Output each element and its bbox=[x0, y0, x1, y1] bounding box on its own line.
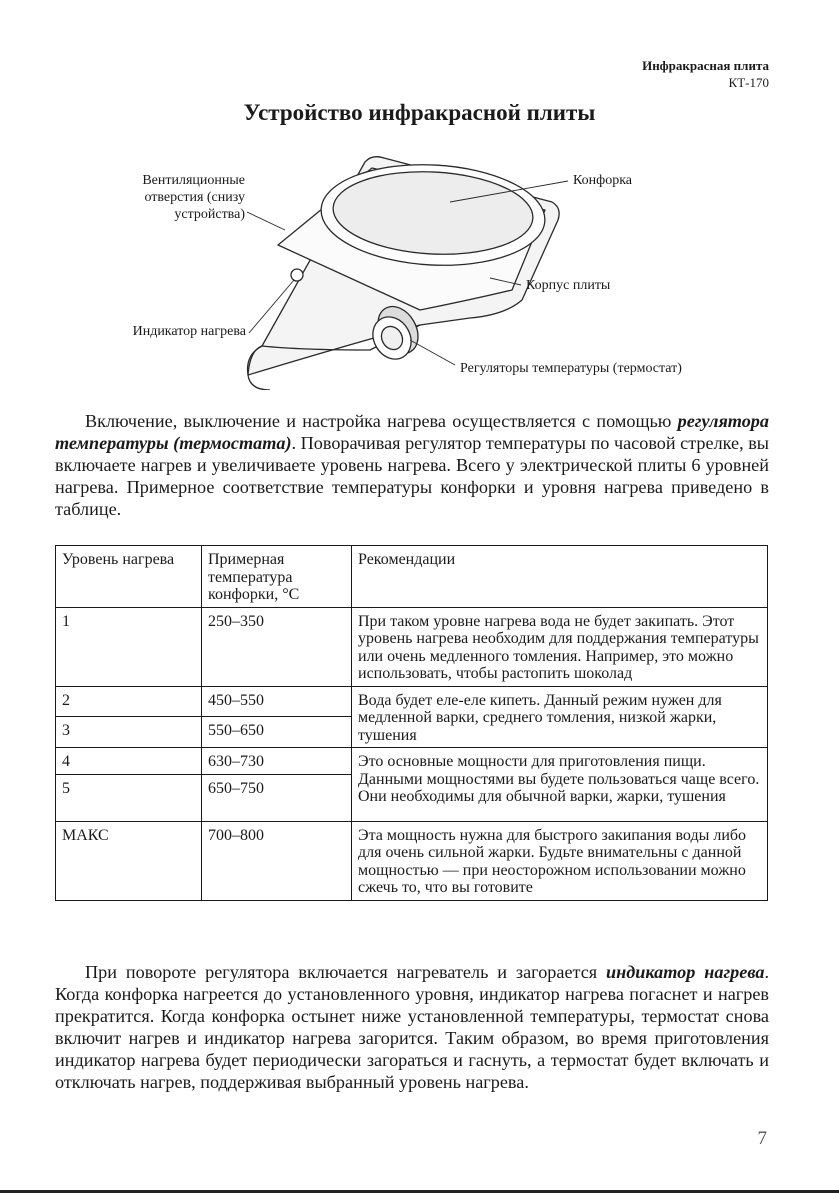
level-cell: МАКС bbox=[56, 821, 202, 900]
indicator-paragraph bbox=[55, 961, 769, 1093]
temperature-cell: 450–550 bbox=[202, 686, 352, 717]
page-number: 7 bbox=[757, 1128, 767, 1149]
recommendation-cell: Вода будет еле-еле кипеть. Данный режим нужен для медленной варки, среднего томления, низкой жарки, тушения bbox=[352, 686, 768, 748]
header-level: Уровень нагрева bbox=[56, 546, 202, 608]
vents-label-line-1: Вентиляционные bbox=[142, 173, 245, 188]
temperature-cell: 630–730 bbox=[202, 748, 352, 775]
vents-leader bbox=[247, 212, 285, 230]
header-recommendations: Рекомендации bbox=[352, 546, 768, 608]
stove-illustration bbox=[0, 150, 839, 390]
table-row bbox=[56, 686, 768, 717]
intro-emphasis: регулятора температуры (термостата) bbox=[55, 411, 769, 453]
level-cell: 5 bbox=[56, 774, 202, 821]
running-header bbox=[642, 57, 769, 91]
table-header-row bbox=[56, 546, 768, 608]
vents-label-line-2: отверстия (снизу bbox=[144, 190, 245, 205]
table-row bbox=[56, 607, 768, 686]
indicator-text-start: При повороте регулятора включается нагреватель и загорается bbox=[85, 962, 607, 982]
level-cell: 4 bbox=[56, 748, 202, 775]
header-product: Инфракрасная плита bbox=[642, 58, 769, 73]
vents-label bbox=[142, 172, 245, 223]
level-cell: 1 bbox=[56, 607, 202, 686]
table-row bbox=[56, 748, 768, 775]
table-row bbox=[56, 821, 768, 900]
header-temperature: Примерная температура конфорки, °С bbox=[202, 546, 352, 608]
indicator-emphasis: индикатор нагрева bbox=[606, 962, 765, 982]
temperature-cell: 700–800 bbox=[202, 821, 352, 900]
intro-text-end: . Поворачивая регулятор температуры по часовой стрелке, вы включаете нагрев и увеличиваете уровень нагрева. Всего у электрической плиты 6 уровней нагрева. Примерное соответствие температуры конфорки и уровня нагрева приведено в таблице. bbox=[55, 433, 770, 519]
recommendation-cell: При таком уровне нагрева вода не будет закипать. Этот уровень нагрева необходим для поддержания температуры или очень медленного томления. Например, это можно использовать, чтобы растопить шоколад bbox=[352, 607, 768, 686]
knob-label: Регуляторы температуры (термостат) bbox=[460, 361, 682, 376]
page-title: Устройство инфракрасной плиты bbox=[243, 100, 596, 125]
intro-paragraph bbox=[55, 410, 769, 520]
knob-leader bbox=[410, 340, 455, 365]
temperature-cell: 650–750 bbox=[202, 774, 352, 821]
burner-label: Конфорка bbox=[573, 173, 633, 188]
indicator-text-end: . Когда конфорка нагреется до установленного уровня, индикатор нагрева погаснет и нагрев прекратится. Когда конфорка остынет ниже установленной температуры, термостат снова включит нагрев и индикатор нагрева загорится. Таким образом, во время приготовления индикатор нагрева будет периодически загораться и гаснуть, а термостат будет включать и отключать нагрев, поддерживая выбранный уровень нагрева. bbox=[55, 962, 769, 1092]
vents-label-line-3: устройства) bbox=[174, 207, 245, 222]
indicator-label: Индикатор нагрева bbox=[132, 324, 246, 339]
level-cell: 3 bbox=[56, 717, 202, 748]
temperature-cell: 250–350 bbox=[202, 607, 352, 686]
recommendation-cell: Это основные мощности для приготовления пищи. Данными мощностями вы будете пользоваться чаще всего. Они необходимы для обычной варки, жарки, тушения bbox=[352, 748, 768, 822]
recommendation-cell: Эта мощность нужна для быстрого закипания воды либо для очень сильной жарки. Будьте внимательны с данной мощностью — при неосторожном использовании можно сжечь то, что вы готовите bbox=[352, 821, 768, 900]
body-label: Корпус плиты bbox=[526, 278, 611, 293]
device-diagram bbox=[0, 150, 839, 390]
intro-text-start: Включение, выключение и настройка нагрева осуществляется с помощью bbox=[85, 411, 678, 431]
level-cell: 2 bbox=[56, 686, 202, 717]
heat-level-table bbox=[55, 545, 768, 901]
header-model: КТ-170 bbox=[728, 75, 769, 90]
temperature-cell: 550–650 bbox=[202, 717, 352, 748]
